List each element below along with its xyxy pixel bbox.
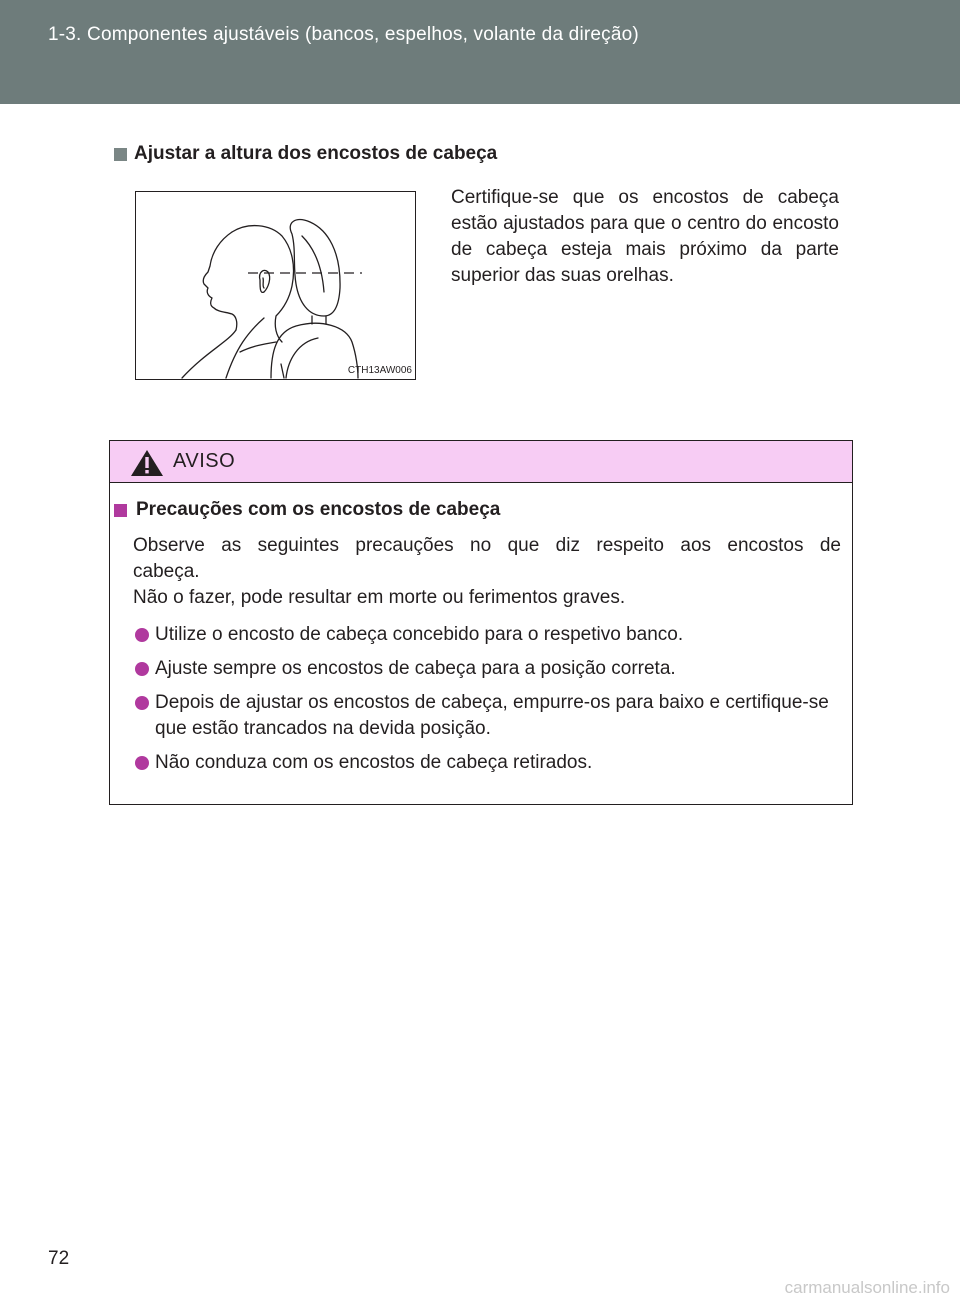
intro-paragraph: Certifique-se que os encostos de cabeça estão ajustados para que o centro do encosto de cabeça esteja mais próximo da parte superior das suas orelhas.: [451, 187, 839, 286]
list-item-text: Não conduza com os encostos de cabeça retirados.: [155, 752, 593, 773]
warning-label: AVISO: [173, 450, 236, 472]
list-item-text: Ajuste sempre os encostos de cabeça para a posição correta.: [155, 658, 676, 679]
warning-subheading-text: Precauções com os encostos de cabeça: [136, 499, 501, 520]
chapter-title: 1-3. Componentes ajustáveis (bancos, espelhos, volante da direção): [48, 24, 639, 45]
list-item-text: Depois de ajustar os encostos de cabeça, empurre-os para baixo e certifique-se que estão trancados na devida posição.: [155, 692, 829, 739]
warning-box: [109, 440, 853, 805]
list-item: [135, 750, 835, 776]
headrest-illustration: [135, 191, 416, 380]
head-and-headrest-drawing: [136, 192, 415, 379]
square-bullet-icon: [114, 504, 127, 517]
square-bullet-icon: [114, 148, 127, 161]
warning-paragraph-line: cabeça.: [133, 561, 200, 582]
page-header: [0, 0, 960, 104]
list-item-text: Utilize o encosto de cabeça concebido para o respetivo banco.: [155, 624, 684, 645]
bullet-dot-icon: [135, 756, 149, 770]
bullet-dot-icon: [135, 628, 149, 642]
watermark: carmanualsonline.info: [784, 1278, 950, 1297]
bullet-dot-icon: [135, 662, 149, 676]
section-heading: [114, 143, 497, 165]
warning-triangle-icon: [130, 449, 164, 477]
list-item: [135, 622, 835, 648]
warning-header: [110, 441, 852, 483]
list-item: [135, 690, 835, 742]
section-heading-text: Ajustar a altura dos encostos de cabeça: [134, 143, 498, 164]
bullet-dot-icon: [135, 696, 149, 710]
list-item: [135, 656, 835, 682]
page-number: 72: [48, 1248, 70, 1269]
warning-subheading: [114, 499, 500, 521]
warning-paragraph-line: Não o fazer, pode resultar em morte ou ferimentos graves.: [133, 587, 626, 608]
warning-paragraph-line: Observe as seguintes precauções no que diz respeito aos encostos de: [133, 535, 841, 556]
figure-code: CTH13AW006: [347, 365, 412, 376]
warning-paragraph: [133, 533, 841, 611]
